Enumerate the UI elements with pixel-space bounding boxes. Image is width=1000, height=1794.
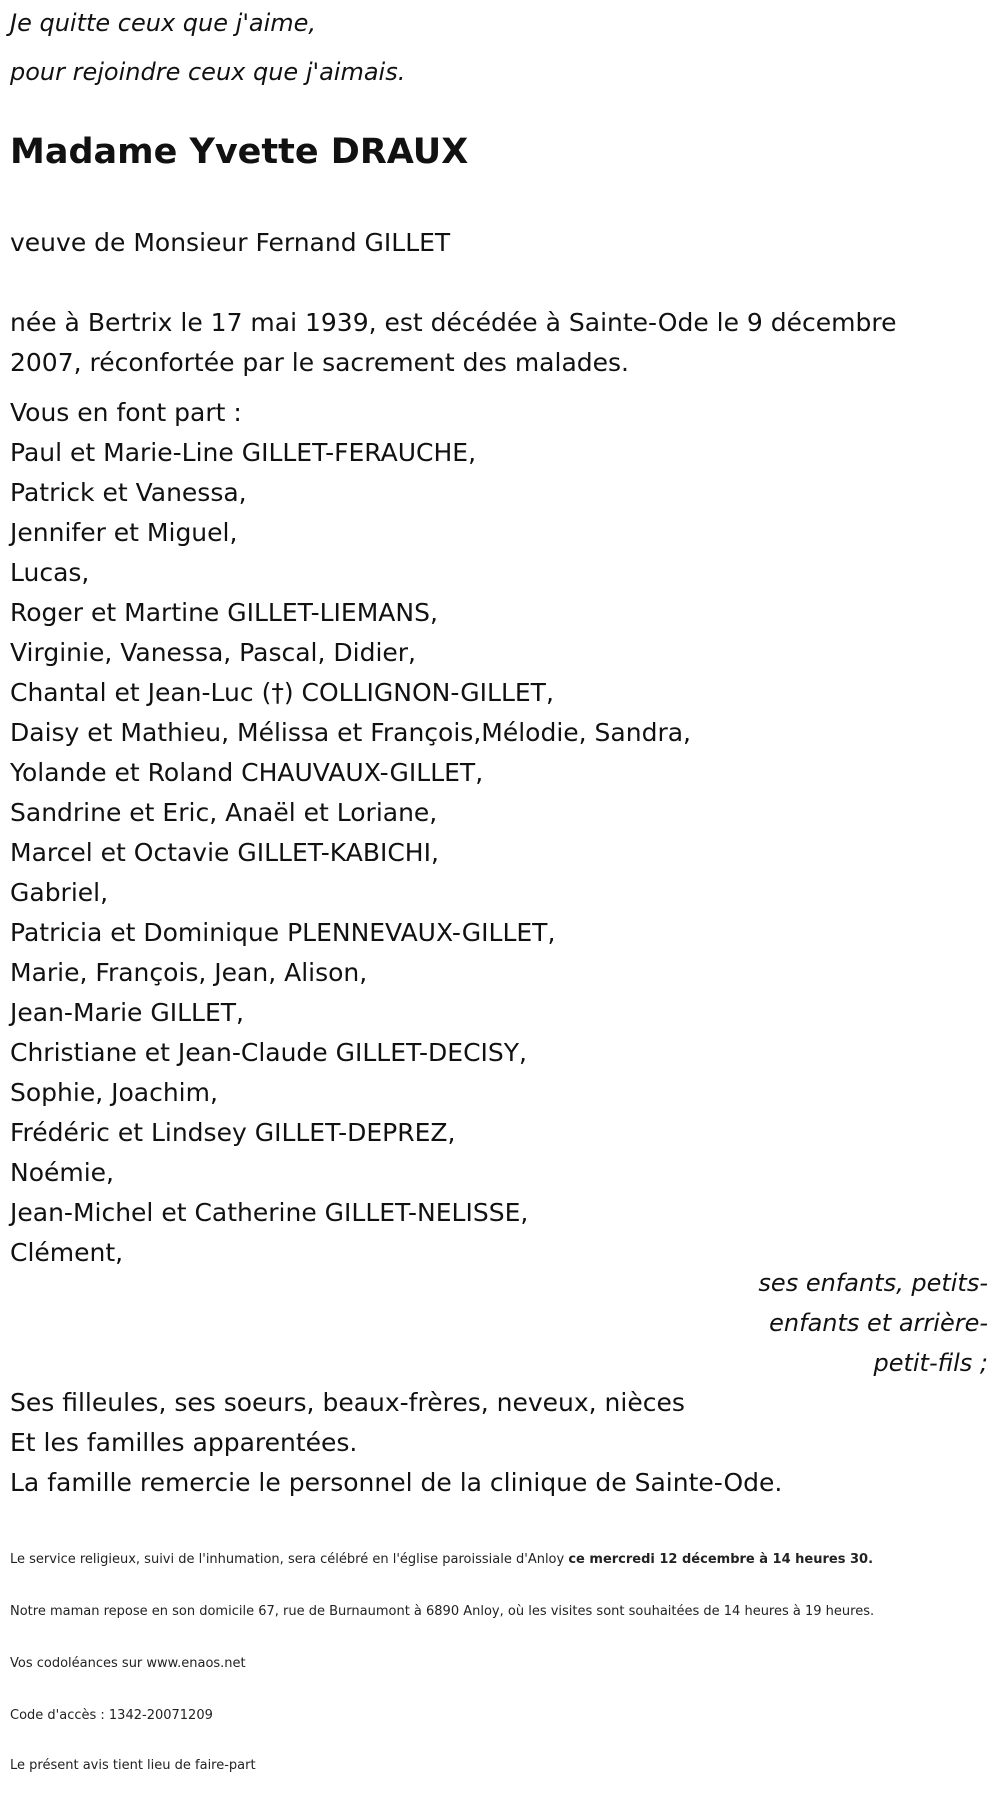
- family-list: [10, 393, 990, 1273]
- family-line: Roger et Martine GILLET-LIEMANS,: [10, 598, 438, 627]
- rest-info: Notre maman repose en son domicile 67, rue de Burnaumont à 6890 Anloy, où les visites sont souhaitées de 14 heures à 19 heures.: [10, 1604, 875, 1619]
- family-line: Yolande et Roland CHAUVAUX-GILLET,: [10, 758, 484, 787]
- service-text: Le service religieux, suivi de l'inhumation, sera célébré en l'église paroissiale d'Anloy: [10, 1552, 569, 1567]
- access-code: Code d'accès : 1342-20071209: [10, 1708, 213, 1723]
- family-line: Jean-Michel et Catherine GILLET-NELISSE,: [10, 1198, 529, 1227]
- signature-line-2: enfants et arrière-: [769, 1309, 988, 1337]
- service-info: [10, 1552, 873, 1567]
- family-line: Chantal et Jean-Luc (†) COLLIGNON-GILLET,: [10, 678, 554, 707]
- notice-text: Le présent avis tient lieu de faire-part: [10, 1758, 256, 1773]
- birth-death-text: née à Bertrix le 17 mai 1939, est décédée à Sainte-Ode le 9 décembre 2007, réconfortée par le sacrement des malades.: [10, 308, 897, 377]
- signature-line-1: ses enfants, petits-: [758, 1269, 988, 1297]
- family-line: Marcel et Octavie GILLET-KABICHI,: [10, 838, 439, 867]
- family-line: Jennifer et Miguel,: [10, 518, 238, 547]
- family-line: Clément,: [10, 1238, 124, 1267]
- deceased-name: Madame Yvette DRAUX: [10, 132, 469, 172]
- widow-of: veuve de Monsieur Fernand GILLET: [10, 228, 451, 257]
- signature-line-3: petit-fils ;: [873, 1349, 988, 1377]
- family-line: Daisy et Mathieu, Mélissa et François,Mélodie, Sandra,: [10, 718, 691, 747]
- condolences-info: Vos codoléances sur www.enaos.net: [10, 1656, 246, 1671]
- family-line: Gabriel,: [10, 878, 109, 907]
- family-line: Paul et Marie-Line GILLET-FERAUCHE,: [10, 438, 477, 467]
- family-line: Patrick et Vanessa,: [10, 478, 247, 507]
- family-line: Virginie, Vanessa, Pascal, Didier,: [10, 638, 417, 667]
- quote-line-2: pour rejoindre ceux que j'aimais.: [10, 58, 406, 86]
- closing-line-1: Ses filleules, ses soeurs, beaux-frères, neveux, nièces: [10, 1388, 685, 1417]
- closing-text: [10, 1383, 990, 1503]
- closing-line-3: La famille remercie le personnel de la clinique de Sainte-Ode.: [10, 1468, 783, 1497]
- family-line: Christiane et Jean-Claude GILLET-DECISY,: [10, 1038, 527, 1067]
- quote-line-1: Je quitte ceux que j'aime,: [10, 9, 317, 37]
- family-line: Marie, François, Jean, Alison,: [10, 958, 368, 987]
- family-line: Jean-Marie GILLET,: [10, 998, 244, 1027]
- family-line: Patricia et Dominique PLENNEVAUX-GILLET,: [10, 918, 556, 947]
- family-line: Sandrine et Eric, Anaël et Loriane,: [10, 798, 438, 827]
- family-line: Noémie,: [10, 1158, 115, 1187]
- family-line: Lucas,: [10, 558, 90, 587]
- family-intro: Vous en font part :: [10, 398, 242, 427]
- family-line: Frédéric et Lindsey GILLET-DEPREZ,: [10, 1118, 456, 1147]
- closing-line-2: Et les familles apparentées.: [10, 1428, 358, 1457]
- family-signature: [728, 1263, 988, 1383]
- service-date: ce mercredi 12 décembre à 14 heures 30.: [568, 1552, 874, 1567]
- family-line: Sophie, Joachim,: [10, 1078, 218, 1107]
